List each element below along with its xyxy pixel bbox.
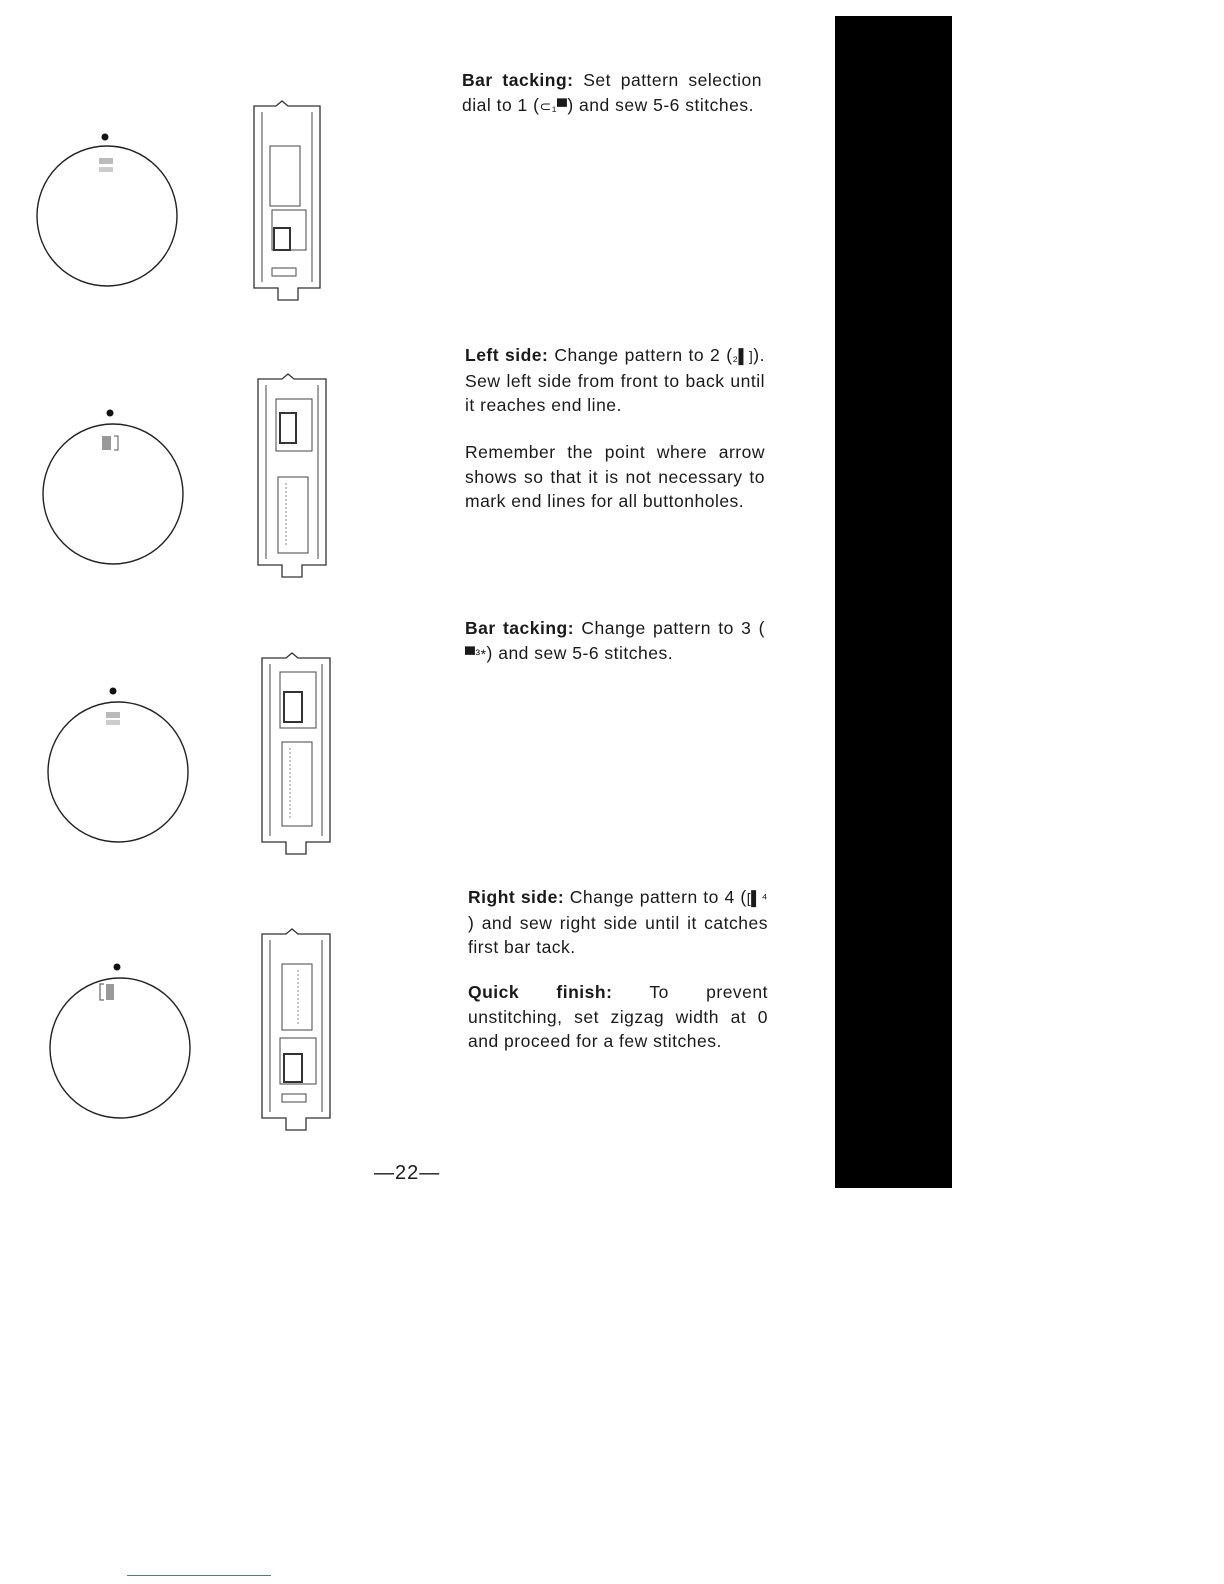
step-4-body: Change pattern to 4 ( [569, 887, 747, 907]
step-1-heading: Bar tacking: [462, 70, 574, 90]
pattern-4-symbol: [▌⁴ [746, 890, 769, 907]
step-2-extra: Remember the point where arrow shows so that it is not necessary to mark end lines for all buttonholes. [465, 442, 765, 511]
step-4-extra [468, 980, 768, 1054]
pattern-2-symbol: ₂▌] [732, 348, 754, 365]
step-3-body-after: ) and sew 5-6 stitches. [486, 642, 674, 663]
step-1-text [462, 68, 762, 118]
quick-finish-body: To prevent unstitching, set zigzag width at 0 and proceed for a few stitches. [468, 982, 769, 1051]
step-2-body-after: ). Sew left side from front to back until it reaches end line. [465, 345, 765, 416]
step-3-body: Change pattern to 3 ( [581, 618, 765, 638]
presser-foot-step-4 [256, 928, 336, 1138]
quick-finish-heading: Quick finish: [468, 982, 613, 1002]
presser-foot-step-1 [248, 100, 328, 305]
dial-step-2 [38, 404, 188, 569]
step-2-heading: Left side: [465, 345, 549, 365]
dial-step-3 [38, 682, 193, 847]
step-1-body-after: ) and sew 5-6 stitches. [567, 94, 754, 115]
page-number: —22— [374, 1162, 441, 1184]
presser-foot-step-3 [256, 652, 336, 862]
step-3-heading: Bar tacking: [465, 618, 575, 638]
presser-foot-step-2 [252, 373, 332, 583]
bottom-rule [127, 1575, 271, 1576]
step-4-text [468, 885, 768, 960]
step-2-body: Change pattern to 2 ( [554, 345, 733, 365]
dial-step-4 [40, 958, 195, 1123]
side-black-bar [835, 16, 952, 1188]
step-4-heading: Right side: [468, 887, 565, 907]
pattern-1-symbol: ⊂₁▀ [539, 97, 568, 114]
step-3-text [465, 616, 765, 666]
step-4-body-after: ) and sew right side until it catches first bar tack. [468, 912, 768, 958]
pattern-3-symbol: ▀³* [465, 645, 487, 662]
step-2-text [465, 343, 765, 418]
dial-step-1 [34, 128, 184, 293]
step-1-body: Set pattern selection dial to 1 ( [462, 70, 762, 115]
